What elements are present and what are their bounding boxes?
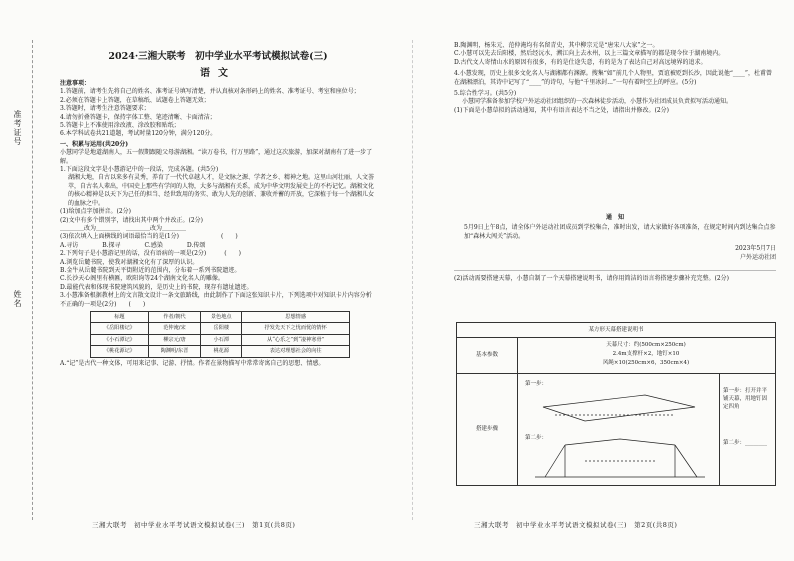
table-header: 思想情感 [242,311,350,322]
name-label: 姓名 [13,290,22,308]
question-5a: (1)下面是小慧草拟的活动通知，其中有语言表达不当之处，请指出并修改。(2分) [454,106,669,114]
question-2: 2.下列句子是小慧游记里的话，没有语病的一项是(2分) ( ) [60,250,241,258]
step1-note: 第一步：打开并平铺天幕，用地钉固定四角 [723,388,768,410]
notice-body: 5月9日上午8点，请全体户外运动社团成员到学校集合，准时出发，请大家做好各项准备，在规定时间内到达集合点参加“森林大闯关”活动。 [464,224,776,240]
tarp-manual-table [456,322,776,486]
binding-line [32,40,33,520]
table-cell: 《岳阳楼记》 [91,323,149,334]
option: B.陶渊明，杨朱元、范仲淹均有名留青史，其中柳宗元是“唐宋八大家”之一。 [454,42,659,49]
notice-item: 4.请勿折叠答题卡，保持字体工整、笔迹清晰、卡面清洁； [60,113,216,121]
question-4: 4.小慧发现，历史上很多文化名人与湖湘都有渊源。搜集“如”前几个人物里，贾谊被贬到长沙，因此说他“____”，杜甫曾在湖湘漂泊，其诗中记写了“____”的诗句，与他“千里冰封...”一句有着时空上的呼应。(5分) [454,70,772,86]
table-row [91,323,350,334]
knowledge-card-table [90,311,350,358]
table-cell: 柳宗元/唐 [148,334,200,345]
passage-text: 湖湘大地，自古以来多有灵秀，养育了一代代卓越人才，是文脉之源、学者之乡、精神之地。这里山河壮丽，人文荟萃，自古名人辈出，中国史上那些有学问的人物，大多与湖湘有关系，成为中华文明发展史上的不朽记忆。湖湘文化的核心精神是以天下为己任的担当、经世致用的务实、敢为人先的创新、兼收并蓄的开放，它深植于每一个湖湘儿女的血脉之中。 [68,174,375,207]
footer-right: 三湘大联考 初中学业水平考试语文模拟试卷(三) 第2页(共8页) [474,521,678,529]
question-1: 1.下面这段文字是小慧游记中的一段话，完成各题。(共5分) [60,166,219,174]
section-heading: 一、积累与运用(共20分) [60,140,129,148]
step2-note: 第二步：________ [723,440,768,446]
option: C.小慧可以先去岳阳楼，然后经沅水，溯江向上去永州，以上三篇文章描写的都是现今位于湖南境内。 [454,50,725,58]
param-value: 天幕尺寸：约(500cm×250cm) [606,342,686,348]
steps-divider [719,373,720,485]
question-5-intro: 小慧同学准备参加学校户外运动社团组织的一次森林徒步活动，小慧作为社团成员负责拟写活动通知。 [462,98,733,106]
notice-title: 注意事项： [60,80,91,87]
table-cell: 《小石潭记》 [91,334,149,345]
question-1a: (1)给加点字加拼音。(2分) [60,208,131,216]
step1-label: 第一步： [525,381,548,387]
param-value: 2.4m支撑杆×2，地钉×10 [612,351,680,357]
guy-rope [675,445,697,477]
table-cell: 表达对理想社会的向往 [242,346,350,357]
notice-heading: 通 知 [605,214,624,221]
table-cell: 范仲淹/宋 [148,323,200,334]
notice-item: 6.本学科试卷共21道题，考试时量120分钟，满分120分。 [60,130,217,138]
intro-text: 小慧同学是地道湖南人，五一假期跟随父母游湖湘。“读万卷书，行万里路”，通过这次旅游，加深对湖南有了进一步了解。 [60,149,373,165]
param-value: 风绳×10(250cm×6，350cm×4) [602,360,690,366]
question-1b: (2)文中有多个错别字，请找出其中两个并改正。(2分) [60,216,203,224]
table-header: 景色地点 [201,311,242,322]
tarp-flat-shape [543,395,695,421]
footer-left: 三湘大联考 初中学业水平考试语文模拟试卷(三) 第1页(共8页) [92,521,296,529]
question-5: 5.综合性学习。(共5分) [454,90,517,98]
right-column [454,42,776,115]
table-cell: 陶渊明/东晋 [148,346,200,357]
subject-title: 语文 [200,68,236,79]
activity-notice [454,214,776,283]
option: D.古代文人寄情山水的原因有很多，有的是仕途失意，有的是为了表达自己对高远境界的追求。 [454,58,707,66]
option: D.最能代表和体现书院建筑风貌的，是历史上的书院，现存有遗址遗迹。 [60,283,253,291]
page-divider [412,40,413,520]
step2-label: 第二步： [525,435,548,441]
table-cell: 从“心乐之”到“凄神寒骨” [242,334,350,345]
question-3: 3.小慧准备根据教材上的文言散文设计一条文旅路线，由此制作了下面这张知识卡片，下列选项中对知识卡片内容分析不正确的一项是(2分) ( ) [60,292,372,308]
option: B.金牛从岳麓书院到天平街附近的范围内，分布着一系列书院遗迹。 [60,266,241,274]
notice-signature: 户外运动社团 [739,253,776,261]
table-cell: 小石潭 [201,334,242,345]
table-row [91,346,350,357]
option: A.“记”是古代一种文体，可用来记事、记游、抒情。作者在景物描写中常常寄寓自己的思想、情感。 [60,359,325,367]
notice-item: 2.必须在答题卡上答题，在草稿纸、试题卷上答题无效； [60,96,210,104]
option: C.长沙天心阁里有横匾，欧阳询等24个湖南文化名人的雕像。 [60,275,224,283]
options-1c: A.寻访 B.探寻 C.感染 D.传颂 [60,241,206,249]
question-1c: (3)依次填入上面横线的词语最恰当的是(1分) ( ) [60,233,238,241]
basic-params-row [457,337,775,374]
table-row [91,334,350,345]
manual-title: 某方形天幕搭建说明书 [457,323,775,338]
notice-date: 2023年5月7日 [735,245,776,253]
table-cell: 《桃花源记》 [91,346,149,357]
left-column [60,80,376,368]
table-cell: 岳阳楼 [201,323,242,334]
table-header: 标题 [91,311,149,322]
basic-params-label: 基本参数 [457,337,518,373]
basic-params-values [517,341,775,368]
answer-blank: ＿＿＿＿改为＿＿＿＿ ＿＿＿＿改为＿＿＿＿ [60,224,187,232]
ridge-line [565,439,675,445]
table-header: 作者/朝代 [148,311,200,322]
notice-item: 3.答题时，请考生注意答题要求； [60,105,150,113]
exam-number-label: 准考证号 [13,110,22,146]
notice-item: 5.答题卡上不准使用涂改液、涂改胶和贴纸； [60,122,180,130]
table-cell: 桃花源 [201,346,242,357]
question-5b: (2)活动需要搭建天幕，小慧自制了一个天幕搭建说明书，请你用简洁的语言将搭建步骤补充完整。(2分) [454,270,776,283]
notice-item: 1.答题前，请考生先将自己的姓名、准考证号填写清楚，并认真核对条形码上的姓名、准考证号、考室和座位号； [60,88,360,96]
binding-margin [6,40,48,520]
tarp-diagram [525,385,715,481]
steps-label: 搭建步骤 [457,373,518,485]
exam-title: 2024·三湘大联考 初中学业水平考试模拟试卷(三) [108,51,328,62]
option: A.浏览岳麓书院，使我对湖湘文化有了深厚的认识。 [60,258,199,266]
guy-rope [545,445,565,477]
table-cell: 抒发先天下之忧而忧的情怀 [242,323,350,334]
